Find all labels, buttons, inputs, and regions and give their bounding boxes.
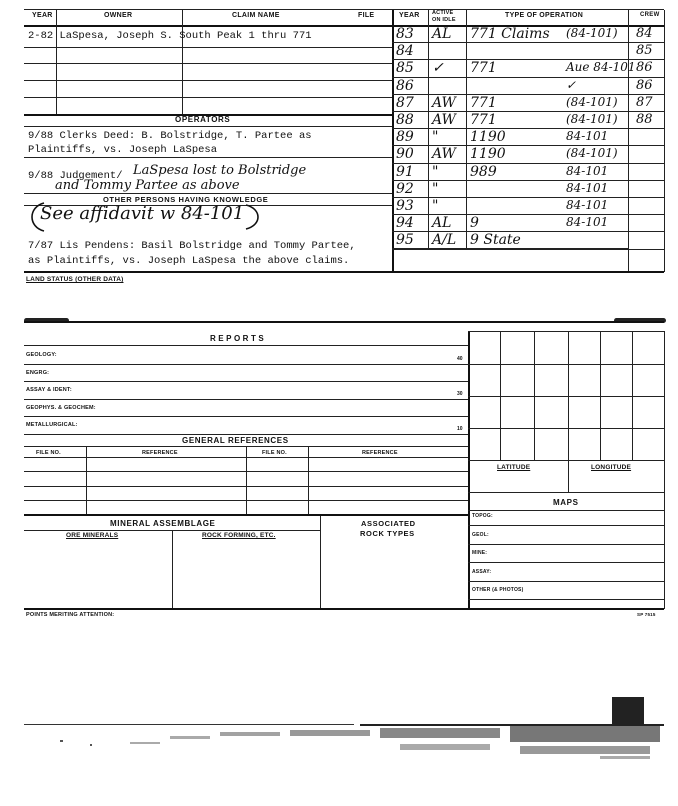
rock-forming-label: ROCK FORMING, ETC.	[202, 532, 276, 539]
header-file: FILE	[358, 12, 375, 19]
report-label: METALLURGICAL:	[26, 422, 78, 428]
knowledge-hand-bracket	[26, 201, 266, 233]
report-number: 40	[457, 356, 463, 362]
associated-label: ASSOCIATED	[361, 519, 416, 528]
history-year: 87	[396, 95, 414, 111]
longitude-label: LONGITUDE	[591, 464, 632, 471]
report-row-line	[24, 364, 468, 365]
history-year: 91	[396, 164, 414, 180]
mineral-title: MINERAL ASSEMBLAGE	[110, 519, 216, 528]
map-row-label: OTHER (& PHOTOS)	[472, 587, 524, 593]
operators-line-4-hand: and Tommy Partee as above	[55, 178, 240, 193]
history-year: 89	[396, 129, 414, 145]
rock-types-label: ROCK TYPES	[360, 529, 415, 538]
grid-row-line	[468, 364, 664, 365]
history-type: 9 State	[470, 232, 521, 248]
map-row-label: ASSAY:	[472, 569, 492, 575]
grid-row-line	[468, 460, 664, 461]
operators-line-3-typed: 9/88 Judgement/	[28, 170, 123, 182]
history-type: 1190	[470, 129, 506, 145]
history-year: 85	[396, 60, 414, 76]
map-row-line	[468, 581, 664, 582]
knowledge-line-2: as Plaintiffs, vs. Joseph LaSpesa the above claims.	[28, 255, 350, 267]
header-year: YEAR	[32, 12, 53, 19]
header-on-idle: ON IDLE	[432, 17, 456, 23]
report-number: 30	[457, 391, 463, 397]
operators-title: OPERATORS	[175, 115, 231, 124]
report-row-line	[24, 434, 468, 435]
history-type: 989	[470, 164, 497, 180]
ore-minerals-label: ORE MINERALS	[66, 532, 119, 539]
map-row-line	[468, 525, 664, 526]
history-row-line	[392, 42, 664, 43]
reports-title: REPORTS	[210, 334, 267, 343]
claim-row-text: 2-82 LaSpesa, Joseph S. South Peak 1 thru 771	[28, 30, 312, 42]
report-row-line	[24, 399, 468, 400]
map-row-label: GEOL:	[472, 532, 489, 538]
history-year: 86	[396, 78, 414, 94]
history-note: 84-101	[566, 164, 609, 178]
history-status: AL	[432, 26, 452, 42]
history-type: 771	[470, 112, 497, 128]
history-status: AW	[432, 95, 456, 111]
history-year: 94	[396, 215, 414, 231]
history-status: AW	[432, 146, 456, 162]
history-note: Aue 84-101	[566, 60, 636, 74]
map-row-label: MINE:	[472, 550, 488, 556]
history-year: 95	[396, 232, 414, 248]
points-meriting-attention: POINTS MERITING ATTENTION:	[26, 612, 115, 618]
header-year-2: YEAR	[399, 12, 420, 19]
history-note: 84-101	[566, 181, 609, 195]
history-status: A/L	[432, 232, 457, 248]
general-refs-col-file-2: FILE NO.	[262, 450, 287, 456]
history-crew: 86	[636, 60, 653, 75]
history-type: 1190	[470, 146, 506, 162]
history-note: (84-101)	[566, 95, 618, 109]
report-label: ENGRG:	[26, 370, 50, 376]
header-claim-name: CLAIM NAME	[232, 12, 280, 19]
knowledge-title: OTHER PERSONS HAVING KNOWLEDGE	[103, 195, 269, 204]
form-code: SP 7515	[637, 612, 656, 617]
map-row-line	[468, 544, 664, 545]
grid-row-line	[468, 428, 664, 429]
header-owner: OWNER	[104, 12, 133, 19]
history-status: "	[432, 181, 439, 197]
history-type: 9	[470, 215, 479, 231]
history-row-line	[392, 77, 664, 78]
header-type-of-operation: TYPE OF OPERATION	[505, 12, 584, 19]
history-note: (84-101)	[566, 112, 618, 126]
history-note: (84-101)	[566, 26, 618, 40]
history-note: 84-101	[566, 215, 609, 229]
operators-line-3-hand: LaSpesa lost to Bolstridge	[133, 163, 307, 178]
history-year: 90	[396, 146, 414, 162]
knowledge-line-1: 7/87 Lis Pendens: Basil Bolstridge and Tommy Partee,	[28, 240, 356, 252]
history-crew: 85	[636, 43, 653, 58]
report-number: 10	[457, 426, 463, 432]
knowledge-hand: See affidavit w 84-101	[40, 203, 245, 224]
header-crew: CREW	[640, 12, 660, 18]
history-year: 88	[396, 112, 414, 128]
history-year: 83	[396, 26, 414, 42]
history-crew: 87	[636, 95, 653, 110]
history-type: 771 Claims	[470, 26, 550, 42]
operators-line-1: 9/88 Clerks Deed: B. Bolstridge, T. Partee as	[28, 130, 312, 142]
report-label: GEOLOGY:	[26, 352, 57, 358]
grid-row-line	[468, 331, 664, 332]
maps-title: MAPS	[553, 498, 579, 507]
history-status: "	[432, 129, 439, 145]
history-note: 84-101	[566, 129, 609, 143]
history-year: 84	[396, 43, 414, 59]
operators-line-2: Plaintiffs, vs. Joseph LaSpesa	[28, 144, 218, 156]
history-note: 84-101	[566, 198, 609, 212]
history-crew: 88	[636, 112, 653, 127]
report-row-line	[24, 416, 468, 417]
history-status: AL	[432, 215, 452, 231]
history-status: AW	[432, 112, 456, 128]
history-crew: 84	[636, 26, 653, 41]
history-row-line	[392, 249, 664, 250]
history-note: (84-101)	[566, 146, 618, 160]
general-refs-col-ref-1: REFERENCE	[142, 450, 178, 456]
history-year: 93	[396, 198, 414, 214]
report-label: GEOPHYS. & GEOCHEM:	[26, 405, 96, 411]
history-status: "	[432, 198, 439, 214]
grid-right-border	[664, 331, 665, 609]
general-refs-col-ref-2: REFERENCE	[362, 450, 398, 456]
scan-noise-band	[0, 718, 678, 768]
history-note: ✓	[566, 78, 577, 92]
latitude-label: LATITUDE	[497, 464, 531, 471]
history-crew: 86	[636, 78, 653, 93]
general-refs-col-file-1: FILE NO.	[36, 450, 61, 456]
history-status: "	[432, 164, 439, 180]
header-active: ACTIVE	[432, 10, 454, 16]
map-row-line	[468, 599, 664, 600]
map-row-label: TOPOG:	[472, 513, 493, 519]
general-refs-title: GENERAL REFERENCES	[182, 436, 289, 445]
history-status: ✓	[432, 60, 444, 76]
report-row-line	[24, 381, 468, 382]
map-row-line	[468, 562, 664, 563]
history-type: 771	[470, 60, 497, 76]
history-type: 771	[470, 95, 497, 111]
report-label: ASSAY & IDENT:	[26, 387, 72, 393]
history-year: 92	[396, 181, 414, 197]
land-status-label: LAND STATUS (OTHER DATA)	[26, 276, 124, 283]
grid-row-line	[468, 396, 664, 397]
